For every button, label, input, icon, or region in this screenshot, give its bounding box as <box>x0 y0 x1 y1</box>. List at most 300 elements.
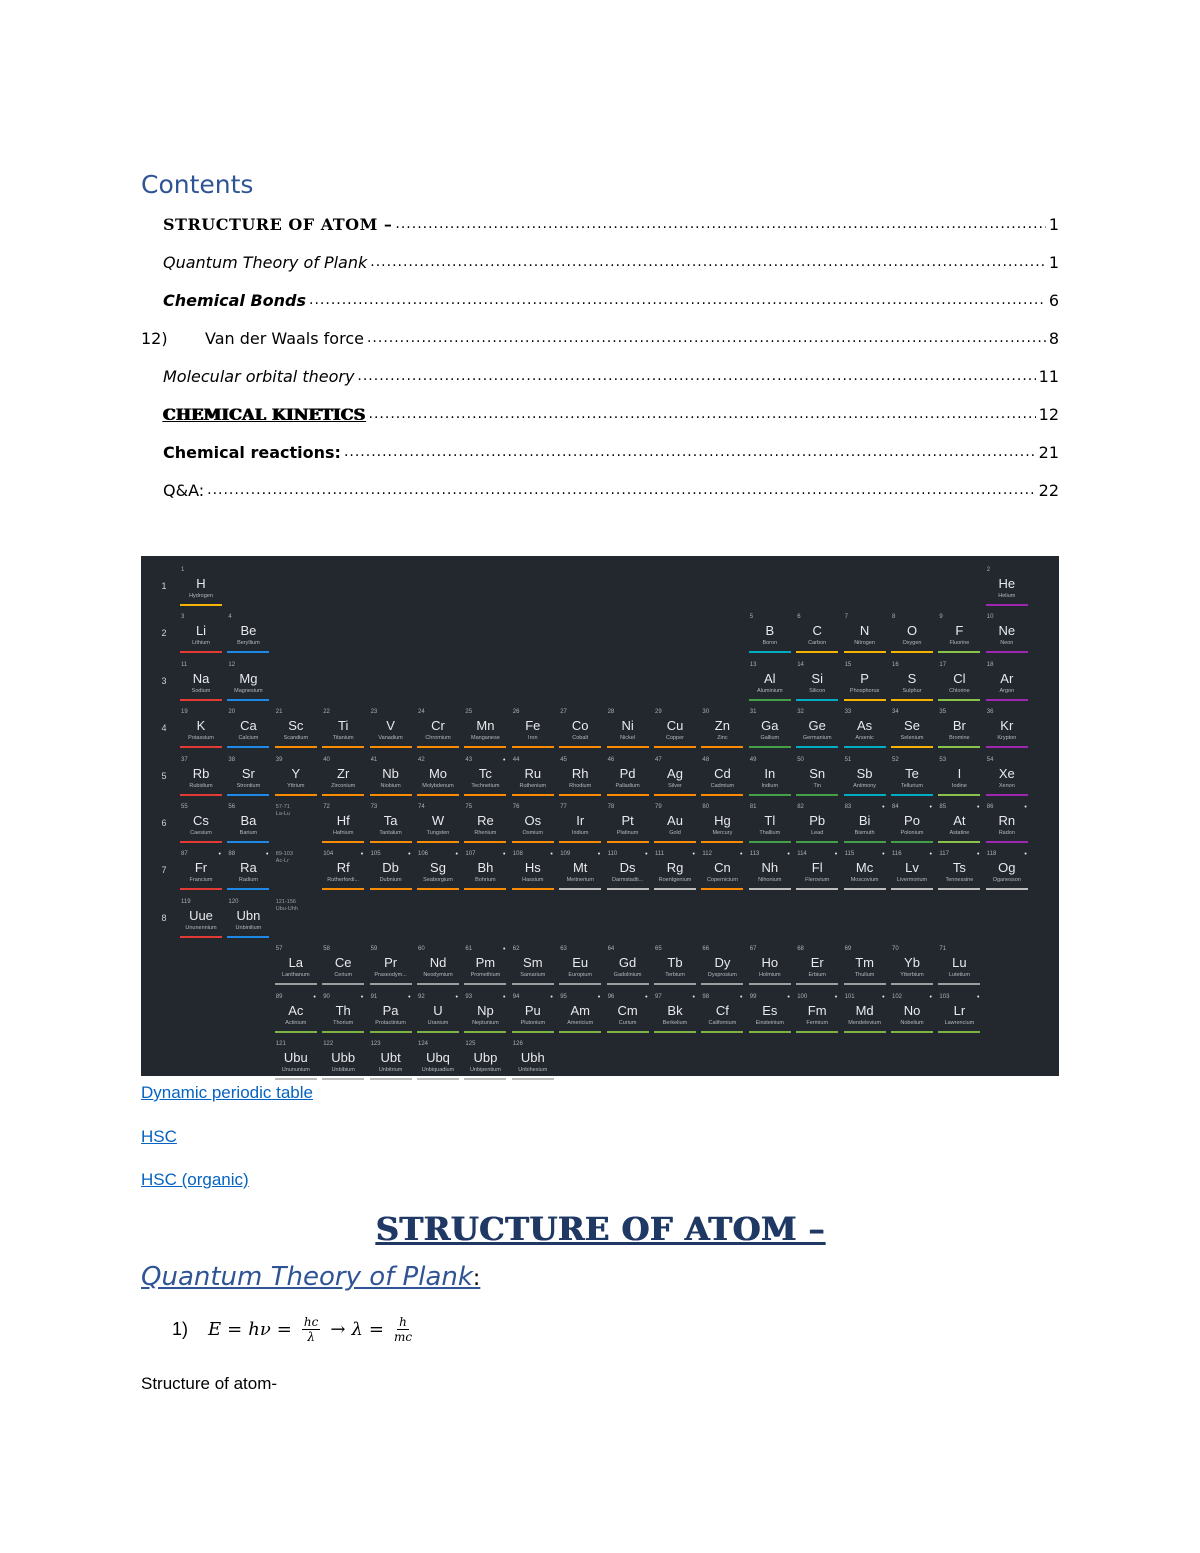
element-cell-uue[interactable] <box>179 898 223 940</box>
element-cell-no[interactable] <box>890 993 934 1035</box>
element-name: Actinium <box>285 1019 307 1026</box>
element-cell-rb[interactable] <box>179 756 223 798</box>
element-symbol: Tl <box>764 813 776 828</box>
fraction-denominator: λ <box>307 1330 315 1344</box>
element-symbol: Os <box>524 813 542 828</box>
atomic-number: 36 <box>986 709 994 716</box>
element-cell-ubn[interactable] <box>226 898 270 940</box>
element-symbol: U <box>433 1002 443 1018</box>
element-cell-hg[interactable] <box>700 803 744 845</box>
element-cell-md[interactable] <box>843 993 887 1035</box>
radioactive-dot-icon: • <box>787 993 790 1001</box>
element-symbol: Ubh <box>520 1050 545 1065</box>
element-symbol: Hg <box>714 813 731 828</box>
element-name: Strontium <box>236 782 261 789</box>
element-cell-ho[interactable] <box>748 945 792 987</box>
element-cell-o[interactable] <box>890 613 934 655</box>
element-cell-br[interactable] <box>937 708 981 750</box>
element-cell-kr[interactable] <box>985 708 1029 750</box>
element-name: Erbium <box>808 972 826 979</box>
element-name: Europium <box>568 972 592 979</box>
element-name: Iron <box>528 735 538 742</box>
element-name: Krypton <box>997 735 1017 742</box>
element-cell-yb[interactable] <box>890 945 934 987</box>
element-name: Nobelium <box>900 1019 924 1026</box>
element-cell-ra[interactable] <box>226 850 270 892</box>
element-name: Mendelevium <box>848 1019 881 1026</box>
element-symbol: Fe <box>525 718 541 734</box>
element-cell-n[interactable] <box>843 613 887 655</box>
atomic-number: 39 <box>275 756 283 763</box>
atomic-number: 119 <box>181 898 191 905</box>
category-color-bar <box>464 888 506 890</box>
element-cell-pu[interactable] <box>511 993 555 1035</box>
toc-entry[interactable] <box>141 357 1059 395</box>
toc-entry[interactable] <box>141 319 1059 357</box>
element-cell-rf[interactable] <box>321 850 365 892</box>
element-cell-fr[interactable] <box>179 850 223 892</box>
period-label: 7 <box>161 865 167 876</box>
radioactive-dot-icon: • <box>882 804 885 811</box>
element-cell-k[interactable] <box>179 708 223 750</box>
equation-number: 1) <box>172 1319 189 1339</box>
toc-entry[interactable] <box>141 471 1059 509</box>
element-cell-zn[interactable] <box>700 708 744 750</box>
element-cell-ac[interactable] <box>274 993 318 1035</box>
element-cell-h[interactable] <box>179 566 223 608</box>
element-cell-cm[interactable] <box>606 993 650 1035</box>
element-cell-la[interactable] <box>274 945 318 987</box>
dynamic-periodic-table-link[interactable]: Dynamic periodic table <box>141 1083 313 1102</box>
element-name: Roentgenium <box>658 877 692 884</box>
element-name: Unununium <box>281 1067 310 1073</box>
atomic-number: 99 <box>749 993 757 1000</box>
element-cell-lv[interactable] <box>890 850 934 892</box>
element-cell-he[interactable] <box>985 566 1029 608</box>
element-name: Bismuth <box>854 830 875 836</box>
element-cell-eu[interactable] <box>558 945 602 987</box>
element-cell-sr[interactable] <box>226 756 270 798</box>
element-cell-tm[interactable] <box>843 945 887 987</box>
element-cell-ubu[interactable] <box>274 1040 318 1082</box>
element-cell-ubh[interactable] <box>511 1040 555 1082</box>
category-color-bar <box>512 1031 554 1033</box>
eq-lambda: λ <box>351 1319 363 1340</box>
element-cell-cl[interactable] <box>937 661 981 703</box>
element-cell-ubp[interactable] <box>463 1040 507 1082</box>
atomic-number: 66 <box>702 946 710 953</box>
atomic-number: 92 <box>418 993 425 1000</box>
element-cell-rh[interactable] <box>558 756 602 798</box>
element-cell-lr[interactable] <box>937 993 981 1035</box>
atomic-number: 94 <box>512 993 520 1000</box>
toc-entry-page: 11 <box>1038 366 1059 386</box>
element-name: Rubidium <box>189 782 213 789</box>
element-name: Cobalt <box>572 735 589 742</box>
atomic-number: 42 <box>418 756 425 763</box>
element-cell-cu[interactable] <box>653 708 697 750</box>
element-cell-s[interactable] <box>890 661 934 703</box>
element-cell-as[interactable] <box>843 708 887 750</box>
element-cell-pd[interactable] <box>606 756 650 798</box>
category-color-bar <box>227 936 269 938</box>
element-cell-at[interactable] <box>937 803 981 845</box>
atomic-number: 75 <box>465 804 473 810</box>
element-symbol: Mt <box>572 860 588 876</box>
toc-entry-page: 1 <box>1048 252 1059 272</box>
category-color-bar <box>180 936 222 938</box>
element-cell-ts[interactable] <box>937 850 981 892</box>
element-cell-ubq[interactable] <box>416 1040 460 1082</box>
element-symbol: Mg <box>239 670 258 686</box>
element-symbol: Cl <box>953 670 966 686</box>
element-name: Oganesson <box>992 877 1021 884</box>
element-symbol: Se <box>904 718 920 734</box>
element-cell-cr[interactable] <box>416 708 460 750</box>
category-color-bar <box>512 841 554 843</box>
atomic-number: 19 <box>181 709 188 716</box>
element-cell-ge[interactable] <box>795 708 839 750</box>
element-cell-tb[interactable] <box>653 945 697 987</box>
element-cell-ni[interactable] <box>606 708 650 750</box>
element-cell-bk[interactable] <box>653 993 697 1035</box>
element-name: Thorium <box>333 1019 354 1026</box>
element-name: Ruthenium <box>519 782 547 789</box>
fraction-numerator: h <box>399 1315 407 1329</box>
fraction-hc-over-lambda <box>302 1315 320 1344</box>
element-cell-nh[interactable] <box>748 850 792 892</box>
element-cell-cd[interactable] <box>700 756 744 798</box>
element-cell-co[interactable] <box>558 708 602 750</box>
element-symbol: Ubn <box>236 907 261 923</box>
element-symbol: Cd <box>714 765 731 781</box>
category-color-bar <box>322 746 364 748</box>
element-name: Silver <box>668 782 682 789</box>
atomic-number: 91 <box>370 993 378 1000</box>
element-cell-si[interactable] <box>795 661 839 703</box>
element-cell-mg[interactable] <box>226 661 270 703</box>
element-cell-bi[interactable] <box>843 803 887 845</box>
category-color-bar <box>986 888 1028 890</box>
element-name: Potassium <box>188 735 214 742</box>
element-name: Bromine <box>949 735 970 742</box>
element-cell-b[interactable] <box>748 613 792 655</box>
element-cell-ds[interactable] <box>606 850 650 892</box>
element-symbol: Ts <box>952 860 966 876</box>
toc-entry[interactable] <box>141 433 1059 471</box>
element-cell-mc[interactable] <box>843 850 887 892</box>
element-cell-ir[interactable] <box>558 803 602 845</box>
category-color-bar <box>749 1031 791 1033</box>
element-cell-na[interactable] <box>179 661 223 703</box>
subheading-colon: : <box>472 1266 481 1291</box>
element-cell-i[interactable] <box>937 756 981 798</box>
element-cell-ca[interactable] <box>226 708 270 750</box>
element-cell-sb[interactable] <box>843 756 887 798</box>
element-cell-c[interactable] <box>795 613 839 655</box>
element-cell-pb[interactable] <box>795 803 839 845</box>
element-cell-se[interactable] <box>890 708 934 750</box>
atomic-number: 74 <box>418 804 425 810</box>
element-symbol: Na <box>192 670 210 686</box>
element-cell-zr[interactable] <box>321 756 365 798</box>
element-cell-dy[interactable] <box>700 945 744 987</box>
element-name: Argon <box>999 687 1015 694</box>
category-color-bar <box>701 888 743 890</box>
element-name: Carbon <box>808 640 827 647</box>
element-cell-sn[interactable] <box>795 756 839 798</box>
element-cell-pr[interactable] <box>369 945 413 987</box>
element-cell-ubb[interactable] <box>321 1040 365 1082</box>
toc-entry[interactable] <box>141 395 1059 433</box>
element-cell-w[interactable] <box>416 803 460 845</box>
element-cell-cf[interactable] <box>700 993 744 1035</box>
element-cell-be[interactable] <box>226 613 270 655</box>
element-name: Radon <box>998 830 1015 836</box>
radioactive-dot-icon: • <box>1024 804 1027 811</box>
element-cell-ba[interactable] <box>226 803 270 845</box>
category-color-bar <box>749 746 791 748</box>
element-cell-pt[interactable] <box>606 803 650 845</box>
category-color-bar <box>180 699 222 701</box>
element-cell-mn[interactable] <box>463 708 507 750</box>
hsc-organic-link[interactable]: HSC (organic) <box>141 1170 249 1189</box>
element-symbol: Dy <box>714 955 731 971</box>
element-cell-al[interactable] <box>748 661 792 703</box>
element-cell-fl[interactable] <box>795 850 839 892</box>
toc-entry[interactable] <box>141 243 1059 281</box>
element-symbol: Te <box>905 765 919 781</box>
atomic-number: 52 <box>892 756 899 763</box>
element-name: Magnesium <box>234 687 263 694</box>
element-cell-te[interactable] <box>890 756 934 798</box>
atomic-number: 24 <box>418 709 425 716</box>
element-cell-li[interactable] <box>179 613 223 655</box>
element-cell-bh[interactable] <box>463 850 507 892</box>
element-cell-ar[interactable] <box>985 661 1029 703</box>
element-symbol: P <box>860 670 869 686</box>
element-symbol: No <box>903 1002 921 1018</box>
element-symbol: Ubb <box>331 1050 356 1065</box>
element-cell-mo[interactable] <box>416 756 460 798</box>
element-cell-hf[interactable] <box>321 803 365 845</box>
element-cell-sm[interactable] <box>511 945 555 987</box>
element-cell-tc[interactable] <box>463 756 507 798</box>
element-cell-au[interactable] <box>653 803 697 845</box>
element-symbol: Mo <box>428 765 448 781</box>
element-symbol: Re <box>477 813 494 828</box>
atomic-number: 30 <box>702 709 710 716</box>
element-symbol: Eu <box>572 955 589 971</box>
element-cell-ce[interactable] <box>321 945 365 987</box>
category-color-bar <box>559 1031 601 1033</box>
planck-equation <box>172 1315 416 1344</box>
category-color-bar <box>180 794 222 796</box>
element-cell-er[interactable] <box>795 945 839 987</box>
atomic-number: 41 <box>370 756 378 763</box>
category-color-bar <box>417 1031 459 1033</box>
element-name: Chlorine <box>949 687 970 694</box>
category-color-bar <box>227 746 269 748</box>
element-cell-xe[interactable] <box>985 756 1029 798</box>
radioactive-dot-icon: • <box>360 993 364 1001</box>
element-name: Protactinium <box>375 1019 406 1026</box>
element-symbol: Bk <box>667 1002 683 1018</box>
element-cell-fm[interactable] <box>795 993 839 1035</box>
category-color-bar <box>370 794 412 796</box>
radioactive-dot-icon: • <box>739 851 743 859</box>
element-symbol: Ba <box>240 813 257 828</box>
element-cell-p[interactable] <box>843 661 887 703</box>
toc-entry[interactable] <box>141 205 1059 243</box>
atomic-number: 108 <box>512 851 523 858</box>
radioactive-dot-icon: • <box>929 851 932 859</box>
eq-equals-1: = <box>227 1319 243 1340</box>
element-cell-u[interactable] <box>416 993 460 1035</box>
element-cell-ag[interactable] <box>653 756 697 798</box>
element-name: Copper <box>665 735 685 742</box>
atomic-number: 1 <box>181 567 185 573</box>
radioactive-dot-icon: • <box>408 851 411 859</box>
element-cell-sg[interactable] <box>416 850 460 892</box>
element-symbol: K <box>196 718 206 734</box>
element-symbol: Cu <box>666 718 684 734</box>
atomic-number: 70 <box>892 946 899 953</box>
element-cell-cs[interactable] <box>179 803 223 845</box>
element-cell-og[interactable] <box>985 850 1029 892</box>
element-name: Vanadium <box>378 735 403 742</box>
element-cell-y[interactable] <box>274 756 318 798</box>
category-color-bar <box>607 1031 649 1033</box>
atomic-number: 112 <box>702 851 712 858</box>
element-cell-tl[interactable] <box>748 803 792 845</box>
element-cell-fe[interactable] <box>511 708 555 750</box>
element-symbol: Al <box>764 670 776 686</box>
atomic-number: 87 <box>181 851 188 858</box>
element-cell-db[interactable] <box>369 850 413 892</box>
element-cell-ta[interactable] <box>369 803 413 845</box>
atomic-number: 67 <box>749 946 757 953</box>
element-cell-ne[interactable] <box>985 613 1029 655</box>
radioactive-dot-icon: • <box>882 993 885 1001</box>
element-symbol: Fr <box>194 860 208 876</box>
radioactive-dot-icon: • <box>976 851 980 859</box>
atomic-number: 125 <box>465 1041 476 1047</box>
radioactive-dot-icon: • <box>550 851 553 859</box>
element-cell-mt[interactable] <box>558 850 602 892</box>
atomic-number: 35 <box>939 709 947 716</box>
element-cell-ubt[interactable] <box>369 1040 413 1082</box>
element-name: Fluorine <box>949 640 970 647</box>
atomic-number: 6 <box>797 614 801 621</box>
element-cell-po[interactable] <box>890 803 934 845</box>
element-name: Iodine <box>951 782 967 789</box>
category-color-bar <box>512 888 554 890</box>
element-symbol: Cf <box>715 1002 729 1018</box>
category-color-bar <box>796 1031 838 1033</box>
element-cell-nd[interactable] <box>416 945 460 987</box>
atomic-number: 5 <box>749 614 754 621</box>
table-of-contents <box>141 205 1059 509</box>
element-cell-f[interactable] <box>937 613 981 655</box>
element-cell-sc[interactable] <box>274 708 318 750</box>
element-symbol: Ce <box>334 955 352 971</box>
element-cell-ti[interactable] <box>321 708 365 750</box>
element-cell-am[interactable] <box>558 993 602 1035</box>
category-color-bar <box>796 746 838 748</box>
element-cell-cn[interactable] <box>700 850 744 892</box>
element-symbol: Nb <box>382 765 399 781</box>
element-name: Lutetium <box>948 972 970 979</box>
atomic-number: 81 <box>749 804 757 810</box>
category-color-bar <box>796 794 838 796</box>
atomic-number: 68 <box>797 946 804 953</box>
element-name: Berkelium <box>662 1019 688 1026</box>
hsc-link[interactable]: HSC <box>141 1127 177 1146</box>
category-color-bar <box>370 888 412 890</box>
element-symbol: Rf <box>336 860 350 876</box>
element-cell-in[interactable] <box>748 756 792 798</box>
toc-entry-label: STRUCTURE OF ATOM – <box>163 214 393 234</box>
category-color-bar <box>986 651 1028 653</box>
element-name: Indium <box>761 782 779 789</box>
radioactive-dot-icon: • <box>692 851 695 859</box>
element-cell-nb[interactable] <box>369 756 413 798</box>
element-symbol: Ti <box>338 718 349 734</box>
element-name: Unbihexium <box>518 1067 548 1073</box>
element-cell-v[interactable] <box>369 708 413 750</box>
element-cell-lu[interactable] <box>937 945 981 987</box>
atomic-number: 69 <box>844 946 852 953</box>
category-color-bar <box>417 983 459 985</box>
element-cell-th[interactable] <box>321 993 365 1035</box>
element-name: Rutherfordi... <box>327 877 360 884</box>
element-cell-pa[interactable] <box>369 993 413 1035</box>
element-cell-es[interactable] <box>748 993 792 1035</box>
element-symbol: Db <box>382 860 399 876</box>
element-symbol: I <box>957 765 962 781</box>
atomic-number: 37 <box>181 756 188 763</box>
atomic-number: 97 <box>655 993 662 1000</box>
atomic-number: 47 <box>655 756 662 763</box>
atomic-number: 114 <box>797 851 807 858</box>
element-cell-re[interactable] <box>463 803 507 845</box>
element-cell-np[interactable] <box>463 993 507 1035</box>
toc-entry[interactable] <box>141 281 1059 319</box>
toc-entry-page: 21 <box>1038 442 1059 462</box>
eq-hv: hν <box>248 1319 271 1340</box>
element-cell-pm[interactable] <box>463 945 507 987</box>
element-symbol: Ca <box>240 718 257 734</box>
category-color-bar <box>227 841 269 843</box>
category-color-bar <box>986 746 1028 748</box>
category-color-bar <box>749 841 791 843</box>
atomic-number: 8 <box>892 614 896 621</box>
atomic-number: 14 <box>797 661 804 668</box>
category-color-bar <box>180 604 222 606</box>
category-color-bar <box>749 699 791 701</box>
element-cell-ga[interactable] <box>748 708 792 750</box>
category-color-bar <box>891 794 933 796</box>
element-cell-hs[interactable] <box>511 850 555 892</box>
category-color-bar <box>607 888 649 890</box>
element-cell-ru[interactable] <box>511 756 555 798</box>
element-cell-rn[interactable] <box>985 803 1029 845</box>
element-cell-os[interactable] <box>511 803 555 845</box>
element-cell-gd[interactable] <box>606 945 650 987</box>
category-color-bar <box>938 841 980 843</box>
element-cell-rg[interactable] <box>653 850 697 892</box>
